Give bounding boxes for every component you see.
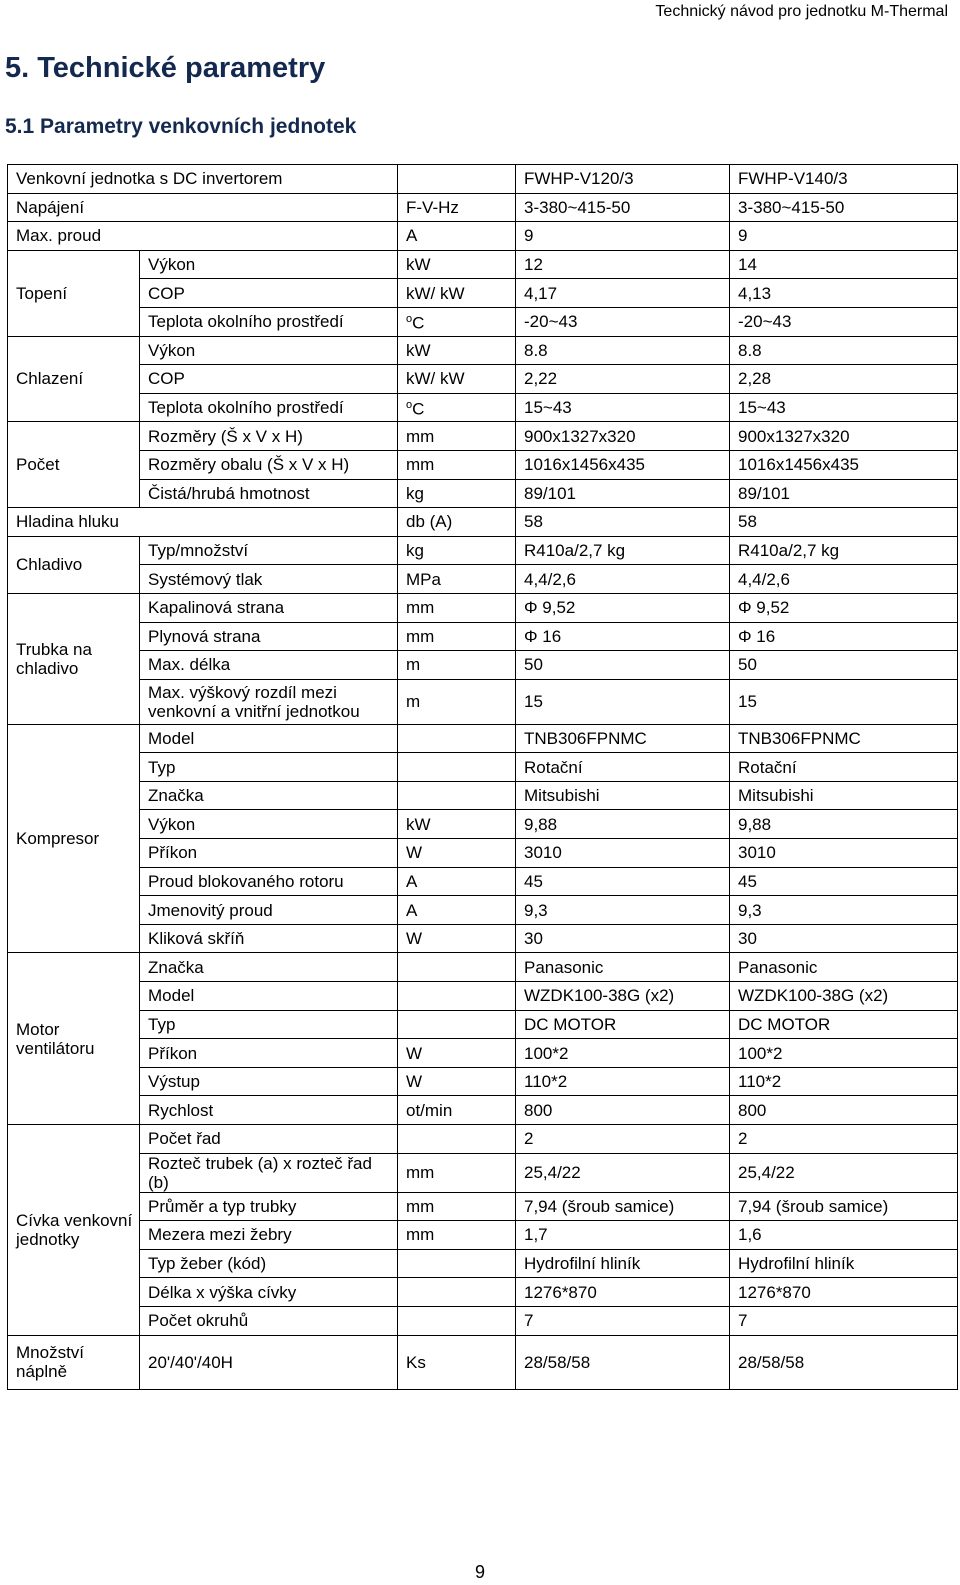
value1-cell: 58	[516, 508, 730, 537]
table-row	[8, 1335, 958, 1389]
unit-cell: mm	[398, 622, 516, 651]
unit-cell	[398, 753, 516, 782]
value1-cell: 89/101	[516, 479, 730, 508]
unit-cell: mm	[398, 1192, 516, 1221]
param-cell: Typ žeber (kód)	[140, 1249, 398, 1278]
value1-cell: Mitsubishi	[516, 781, 730, 810]
value2-cell: 15	[730, 679, 958, 724]
table-row	[8, 1278, 958, 1307]
value1-cell: 15~43	[516, 393, 730, 422]
value2-cell: WZDK100-38G (x2)	[730, 982, 958, 1011]
table-row	[8, 479, 958, 508]
section-title: 5. Technické parametry	[5, 52, 326, 84]
param-cell: Rozteč trubek (a) x rozteč řad (b)	[140, 1153, 398, 1192]
param-cell: Délka x výška cívky	[140, 1278, 398, 1307]
table-row	[8, 651, 958, 680]
value2-cell: 1,6	[730, 1221, 958, 1250]
value1-cell: 9,3	[516, 896, 730, 925]
header-model1-cell: FWHP-V120/3	[516, 165, 730, 194]
value1-cell: 1016x1456x435	[516, 450, 730, 479]
unit-cell: mm	[398, 593, 516, 622]
param-cell: Max. délka	[140, 651, 398, 680]
table-row	[8, 753, 958, 782]
param-cell: Značka	[140, 953, 398, 982]
unit-cell: kg	[398, 536, 516, 565]
unit-cell: Ks	[398, 1335, 516, 1389]
unit-cell: A	[398, 896, 516, 925]
unit-cell: mm	[398, 1221, 516, 1250]
unit-cell: kW/ kW	[398, 279, 516, 308]
param-cell: Max. výškový rozdíl mezi venkovní a vnitřní jednotkou	[140, 679, 398, 724]
value2-cell: 4,13	[730, 279, 958, 308]
value2-cell: 2,28	[730, 365, 958, 394]
param-cell: Model	[140, 982, 398, 1011]
value1-cell: -20~43	[516, 307, 730, 336]
group-label-cell: Motor ventilátoru	[8, 953, 140, 1125]
value2-cell: 1016x1456x435	[730, 450, 958, 479]
value2-cell: 9,3	[730, 896, 958, 925]
value2-cell: 800	[730, 1096, 958, 1125]
row-label-cell: Napájení	[8, 193, 398, 222]
unit-cell: m	[398, 679, 516, 724]
table-row	[8, 1221, 958, 1250]
value1-cell: 7	[516, 1306, 730, 1335]
value1-cell: Hydrofilní hliník	[516, 1249, 730, 1278]
value1-cell: 900x1327x320	[516, 422, 730, 451]
value1-cell: 4,4/2,6	[516, 565, 730, 594]
value2-cell: 50	[730, 651, 958, 680]
unit-cell: W	[398, 839, 516, 868]
unit-cell: A	[398, 222, 516, 251]
param-cell: Typ/množství	[140, 536, 398, 565]
unit-cell: W	[398, 1039, 516, 1068]
table-row	[8, 307, 958, 336]
param-cell: Kapalinová strana	[140, 593, 398, 622]
table-row	[8, 593, 958, 622]
unit-cell	[398, 982, 516, 1011]
param-cell: COP	[140, 279, 398, 308]
header-unit-cell	[398, 165, 516, 194]
param-cell: Proud blokovaného rotoru	[140, 867, 398, 896]
value2-cell: -20~43	[730, 307, 958, 336]
parameters-table-body	[8, 165, 958, 1390]
unit-cell: mm	[398, 1153, 516, 1192]
value2-cell: Hydrofilní hliník	[730, 1249, 958, 1278]
unit-cell	[398, 1278, 516, 1307]
value1-cell: 2,22	[516, 365, 730, 394]
value2-cell: Φ 16	[730, 622, 958, 651]
unit-cell	[398, 1125, 516, 1154]
value1-cell: 110*2	[516, 1067, 730, 1096]
value1-cell: 28/58/58	[516, 1335, 730, 1389]
table-row	[8, 622, 958, 651]
table-row	[8, 1153, 958, 1192]
table-row	[8, 1306, 958, 1335]
value2-cell: 100*2	[730, 1039, 958, 1068]
unit-cell: mm	[398, 422, 516, 451]
table-row	[8, 839, 958, 868]
param-cell: Příkon	[140, 839, 398, 868]
value2-cell: 89/101	[730, 479, 958, 508]
value2-cell: 8.8	[730, 336, 958, 365]
param-cell: COP	[140, 365, 398, 394]
param-cell: Teplota okolního prostředí	[140, 307, 398, 336]
unit-cell: kW	[398, 250, 516, 279]
unit-cell	[398, 1010, 516, 1039]
param-cell: Teplota okolního prostředí	[140, 393, 398, 422]
value2-cell: 7,94 (šroub samice)	[730, 1192, 958, 1221]
unit-cell: kW/ kW	[398, 365, 516, 394]
group-label-cell: Cívka venkovní jednotky	[8, 1125, 140, 1336]
param-cell: Rozměry obalu (Š x V x H)	[140, 450, 398, 479]
param-cell: 20'/40'/40H	[140, 1335, 398, 1389]
value1-cell: 1,7	[516, 1221, 730, 1250]
table-row	[8, 924, 958, 953]
param-cell: Jmenovitý proud	[140, 896, 398, 925]
value1-cell: 12	[516, 250, 730, 279]
param-cell: Plynová strana	[140, 622, 398, 651]
group-label-cell: Topení	[8, 250, 140, 336]
unit-cell: $^o$C	[398, 393, 516, 422]
table-row	[8, 336, 958, 365]
value2-cell: 28/58/58	[730, 1335, 958, 1389]
header-label-cell: Venkovní jednotka s DC invertorem	[8, 165, 398, 194]
value1-cell: 3010	[516, 839, 730, 868]
unit-cell: m	[398, 651, 516, 680]
value1-cell: R410a/2,7 kg	[516, 536, 730, 565]
param-cell: Počet okruhů	[140, 1306, 398, 1335]
unit-cell	[398, 724, 516, 753]
table-row	[8, 953, 958, 982]
param-cell: Výkon	[140, 250, 398, 279]
value2-cell: 45	[730, 867, 958, 896]
header-model2-cell: FWHP-V140/3	[730, 165, 958, 194]
value2-cell: 30	[730, 924, 958, 953]
table-row	[8, 1039, 958, 1068]
table-header-row	[8, 165, 958, 194]
value1-cell: 4,17	[516, 279, 730, 308]
param-cell: Typ	[140, 753, 398, 782]
table-row	[8, 536, 958, 565]
group-label-cell: Množství náplně	[8, 1335, 140, 1389]
table-row	[8, 724, 958, 753]
unit-cell: kW	[398, 336, 516, 365]
group-label-cell: Trubka na chladivo	[8, 593, 140, 724]
value2-cell: R410a/2,7 kg	[730, 536, 958, 565]
value1-cell: 100*2	[516, 1039, 730, 1068]
unit-cell: ot/min	[398, 1096, 516, 1125]
table-row	[8, 222, 958, 251]
value2-cell: 900x1327x320	[730, 422, 958, 451]
table-row	[8, 250, 958, 279]
group-label-cell: Chlazení	[8, 336, 140, 422]
unit-cell: $^o$C	[398, 307, 516, 336]
value1-cell: Φ 16	[516, 622, 730, 651]
unit-cell	[398, 1306, 516, 1335]
unit-cell: mm	[398, 450, 516, 479]
param-cell: Průměr a typ trubky	[140, 1192, 398, 1221]
param-cell: Výkon	[140, 810, 398, 839]
table-row	[8, 393, 958, 422]
value1-cell: Panasonic	[516, 953, 730, 982]
value1-cell: 15	[516, 679, 730, 724]
value2-cell: 3-380~415-50	[730, 193, 958, 222]
table-row	[8, 1067, 958, 1096]
param-cell: Výkon	[140, 336, 398, 365]
table-row	[8, 279, 958, 308]
value1-cell: 7,94 (šroub samice)	[516, 1192, 730, 1221]
unit-superscript: o	[406, 399, 413, 412]
param-cell: Čistá/hrubá hmotnost	[140, 479, 398, 508]
value1-cell: DC MOTOR	[516, 1010, 730, 1039]
value1-cell: TNB306FPNMC	[516, 724, 730, 753]
param-cell: Kliková skříň	[140, 924, 398, 953]
value2-cell: 15~43	[730, 393, 958, 422]
value2-cell: Φ 9,52	[730, 593, 958, 622]
param-cell: Systémový tlak	[140, 565, 398, 594]
table-row	[8, 1249, 958, 1278]
value1-cell: 9	[516, 222, 730, 251]
value2-cell: 9	[730, 222, 958, 251]
table-row	[8, 422, 958, 451]
value1-cell: 800	[516, 1096, 730, 1125]
unit-cell: F-V-Hz	[398, 193, 516, 222]
group-label-cell: Počet	[8, 422, 140, 508]
unit-cell: MPa	[398, 565, 516, 594]
table-row	[8, 810, 958, 839]
value2-cell: Panasonic	[730, 953, 958, 982]
value2-cell: 110*2	[730, 1067, 958, 1096]
value2-cell: Rotační	[730, 753, 958, 782]
param-cell: Mezera mezi žebry	[140, 1221, 398, 1250]
value1-cell: 30	[516, 924, 730, 953]
table-row	[8, 365, 958, 394]
value1-cell: 1276*870	[516, 1278, 730, 1307]
value2-cell: 3010	[730, 839, 958, 868]
group-label-cell: Chladivo	[8, 536, 140, 593]
group-label-cell: Kompresor	[8, 724, 140, 953]
table-row	[8, 679, 958, 724]
unit-cell: A	[398, 867, 516, 896]
value2-cell: 7	[730, 1306, 958, 1335]
page-number: 9	[474, 1562, 485, 1582]
table-row	[8, 193, 958, 222]
value2-cell: 1276*870	[730, 1278, 958, 1307]
row-label-cell: Max. proud	[8, 222, 398, 251]
value2-cell: 9,88	[730, 810, 958, 839]
table-row	[8, 1010, 958, 1039]
value2-cell: 4,4/2,6	[730, 565, 958, 594]
parameters-table	[7, 164, 958, 1390]
table-row	[8, 896, 958, 925]
param-cell: Počet řad	[140, 1125, 398, 1154]
unit-cell: db (A)	[398, 508, 516, 537]
row-label-cell: Hladina hluku	[8, 508, 398, 537]
table-row	[8, 1192, 958, 1221]
table-row	[8, 1096, 958, 1125]
table-row	[8, 781, 958, 810]
value1-cell: Rotační	[516, 753, 730, 782]
value2-cell: 25,4/22	[730, 1153, 958, 1192]
unit-superscript: o	[406, 313, 413, 326]
value1-cell: 50	[516, 651, 730, 680]
table-row	[8, 508, 958, 537]
value1-cell: 25,4/22	[516, 1153, 730, 1192]
value2-cell: 2	[730, 1125, 958, 1154]
param-cell: Rychlost	[140, 1096, 398, 1125]
value2-cell: Mitsubishi	[730, 781, 958, 810]
unit-cell: kW	[398, 810, 516, 839]
value2-cell: 58	[730, 508, 958, 537]
value1-cell: 2	[516, 1125, 730, 1154]
unit-cell	[398, 1249, 516, 1278]
value2-cell: DC MOTOR	[730, 1010, 958, 1039]
value1-cell: Φ 9,52	[516, 593, 730, 622]
unit-cell: W	[398, 1067, 516, 1096]
param-cell: Značka	[140, 781, 398, 810]
table-row	[8, 867, 958, 896]
param-cell: Výstup	[140, 1067, 398, 1096]
value1-cell: 3-380~415-50	[516, 193, 730, 222]
table-row	[8, 565, 958, 594]
unit-cell	[398, 781, 516, 810]
value1-cell: 8.8	[516, 336, 730, 365]
value1-cell: 45	[516, 867, 730, 896]
param-cell: Typ	[140, 1010, 398, 1039]
param-cell: Rozměry (Š x V x H)	[140, 422, 398, 451]
unit-cell: kg	[398, 479, 516, 508]
running-header: Technický návod pro jednotku M-Thermal	[655, 3, 948, 20]
value2-cell: 14	[730, 250, 958, 279]
table-row	[8, 982, 958, 1011]
param-cell: Model	[140, 724, 398, 753]
table-row	[8, 1125, 958, 1154]
value1-cell: WZDK100-38G (x2)	[516, 982, 730, 1011]
param-cell: Příkon	[140, 1039, 398, 1068]
unit-cell: W	[398, 924, 516, 953]
subsection-title: 5.1 Parametry venkovních jednotek	[5, 115, 357, 138]
table-row	[8, 450, 958, 479]
value2-cell: TNB306FPNMC	[730, 724, 958, 753]
unit-cell	[398, 953, 516, 982]
value1-cell: 9,88	[516, 810, 730, 839]
